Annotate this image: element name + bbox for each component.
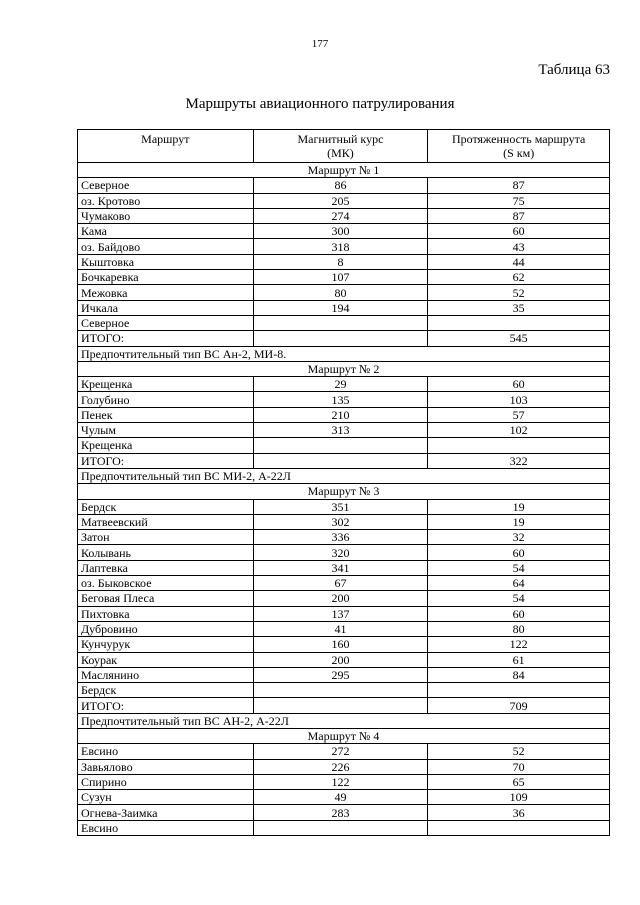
route-length-cell <box>428 438 610 453</box>
column-header-length: Протяженность маршрута (S км) <box>428 130 610 163</box>
route-length-cell <box>428 683 610 698</box>
waypoint-cell: Кыштовка <box>78 254 254 269</box>
route-length-cell: 52 <box>428 744 610 759</box>
table-row <box>78 591 610 606</box>
magnetic-course-cell: 205 <box>253 193 428 208</box>
magnetic-course-cell: 80 <box>253 285 428 300</box>
route-length-cell: 87 <box>428 208 610 223</box>
magnetic-course-cell: 107 <box>253 270 428 285</box>
aircraft-note: Предпочтительный тип ВС Ан-2, МИ-8. <box>78 346 610 361</box>
table-row <box>78 805 610 820</box>
table-row <box>78 270 610 285</box>
route-length-cell: 19 <box>428 514 610 529</box>
table-row <box>78 560 610 575</box>
table-row <box>78 606 610 621</box>
aircraft-note: Предпочтительный тип ВС МИ-2, А-22Л <box>78 468 610 483</box>
waypoint-cell: Крещенка <box>78 377 254 392</box>
waypoint-cell: Северное <box>78 178 254 193</box>
route-length-cell: 64 <box>428 576 610 591</box>
magnetic-course-cell: 135 <box>253 392 428 407</box>
column-header-course: Магнитный курс (МК) <box>253 130 428 163</box>
magnetic-course-cell <box>253 438 428 453</box>
table-row <box>78 407 610 422</box>
route-length-cell: 61 <box>428 652 610 667</box>
waypoint-cell: Крещенка <box>78 438 254 453</box>
route-heading: Маршрут № 1 <box>78 163 610 178</box>
total-row <box>78 453 610 468</box>
table-row <box>78 392 610 407</box>
magnetic-course-cell: 336 <box>253 530 428 545</box>
magnetic-course-cell: 295 <box>253 667 428 682</box>
waypoint-cell: Пихтовка <box>78 606 254 621</box>
waypoint-cell: оз. Байдово <box>78 239 254 254</box>
magnetic-course-cell: 67 <box>253 576 428 591</box>
aircraft-note-row <box>78 713 610 728</box>
table-row <box>78 300 610 315</box>
page-number: 177 <box>311 38 329 50</box>
route-heading: Маршрут № 3 <box>78 484 610 499</box>
route-length-cell: 60 <box>428 606 610 621</box>
magnetic-course-cell: 49 <box>253 790 428 805</box>
table-row <box>78 377 610 392</box>
route-length-cell: 57 <box>428 407 610 422</box>
route-length-cell <box>428 820 610 835</box>
total-label: ИТОГО: <box>78 698 254 713</box>
routes-table <box>77 129 610 836</box>
document-title: Маршруты авиационного патрулирования <box>185 96 455 112</box>
route-heading-row <box>78 484 610 499</box>
table-row <box>78 224 610 239</box>
table-row <box>78 576 610 591</box>
table-row <box>78 315 610 330</box>
magnetic-course-cell: 318 <box>253 239 428 254</box>
magnetic-course-cell: 300 <box>253 224 428 239</box>
magnetic-course-cell <box>253 683 428 698</box>
magnetic-course-cell: 341 <box>253 560 428 575</box>
waypoint-cell: Беговая Плеса <box>78 591 254 606</box>
table-label: Таблица 63 <box>538 62 610 78</box>
table-row <box>78 774 610 789</box>
total-label: ИТОГО: <box>78 331 254 346</box>
route-length-cell: 109 <box>428 790 610 805</box>
route-length-cell: 54 <box>428 560 610 575</box>
route-length-cell: 60 <box>428 224 610 239</box>
waypoint-cell: Завьялово <box>78 759 254 774</box>
waypoint-cell: Маслянино <box>78 667 254 682</box>
route-length-cell: 36 <box>428 805 610 820</box>
magnetic-course-cell: 122 <box>253 774 428 789</box>
magnetic-course-cell: 194 <box>253 300 428 315</box>
waypoint-cell: Бердск <box>78 683 254 698</box>
total-course-cell <box>253 453 428 468</box>
waypoint-cell: Голубино <box>78 392 254 407</box>
waypoint-cell: Бердск <box>78 499 254 514</box>
table-row <box>78 637 610 652</box>
table-row <box>78 178 610 193</box>
route-length-cell: 70 <box>428 759 610 774</box>
route-length-cell: 65 <box>428 774 610 789</box>
route-length-cell: 75 <box>428 193 610 208</box>
table-row <box>78 820 610 835</box>
waypoint-cell: Кама <box>78 224 254 239</box>
waypoint-cell: оз. Быковское <box>78 576 254 591</box>
route-length-cell: 122 <box>428 637 610 652</box>
magnetic-course-cell: 86 <box>253 178 428 193</box>
magnetic-course-cell: 320 <box>253 545 428 560</box>
waypoint-cell: Лаптевка <box>78 560 254 575</box>
route-length-cell: 52 <box>428 285 610 300</box>
total-course-cell <box>253 331 428 346</box>
magnetic-course-cell: 200 <box>253 591 428 606</box>
route-heading-row <box>78 361 610 376</box>
total-row <box>78 698 610 713</box>
table-row <box>78 790 610 805</box>
waypoint-cell: Сузун <box>78 790 254 805</box>
table-row <box>78 423 610 438</box>
magnetic-course-cell: 41 <box>253 621 428 636</box>
waypoint-cell: Матвеевский <box>78 514 254 529</box>
aircraft-note-row <box>78 468 610 483</box>
table-row <box>78 545 610 560</box>
table-row <box>78 499 610 514</box>
table-row <box>78 621 610 636</box>
route-length-cell: 84 <box>428 667 610 682</box>
waypoint-cell: Евсино <box>78 820 254 835</box>
route-length-cell: 35 <box>428 300 610 315</box>
waypoint-cell: Чулым <box>78 423 254 438</box>
route-length-cell: 87 <box>428 178 610 193</box>
routes-body <box>78 163 610 836</box>
waypoint-cell: Колывань <box>78 545 254 560</box>
waypoint-cell: Пенек <box>78 407 254 422</box>
waypoint-cell: Кунчурук <box>78 637 254 652</box>
total-row <box>78 331 610 346</box>
aircraft-note: Предпочтительный тип ВС АН-2, А-22Л <box>78 713 610 728</box>
route-length-cell <box>428 315 610 330</box>
route-length-cell: 54 <box>428 591 610 606</box>
table-row <box>78 744 610 759</box>
waypoint-cell: Межовка <box>78 285 254 300</box>
magnetic-course-cell: 200 <box>253 652 428 667</box>
waypoint-cell: оз. Кротово <box>78 193 254 208</box>
magnetic-course-cell <box>253 820 428 835</box>
column-header-route: Маршрут <box>78 130 254 163</box>
waypoint-cell: Коурак <box>78 652 254 667</box>
table-row <box>78 667 610 682</box>
waypoint-cell: Евсино <box>78 744 254 759</box>
magnetic-course-cell: 8 <box>253 254 428 269</box>
route-length-cell: 44 <box>428 254 610 269</box>
magnetic-course-cell: 137 <box>253 606 428 621</box>
total-length-value: 322 <box>428 453 610 468</box>
waypoint-cell: Ичкала <box>78 300 254 315</box>
table-row <box>78 683 610 698</box>
magnetic-course-cell <box>253 315 428 330</box>
magnetic-course-cell: 302 <box>253 514 428 529</box>
waypoint-cell: Дубровино <box>78 621 254 636</box>
total-length-value: 545 <box>428 331 610 346</box>
table-row <box>78 530 610 545</box>
waypoint-cell: Спирино <box>78 774 254 789</box>
waypoint-cell: Чумаково <box>78 208 254 223</box>
waypoint-cell: Затон <box>78 530 254 545</box>
table-row <box>78 652 610 667</box>
route-length-cell: 62 <box>428 270 610 285</box>
table-row <box>78 759 610 774</box>
route-heading-row <box>78 163 610 178</box>
waypoint-cell: Северное <box>78 315 254 330</box>
table-row <box>78 514 610 529</box>
route-length-cell: 102 <box>428 423 610 438</box>
magnetic-course-cell: 272 <box>253 744 428 759</box>
table-row <box>78 208 610 223</box>
route-length-cell: 80 <box>428 621 610 636</box>
total-course-cell <box>253 698 428 713</box>
magnetic-course-cell: 274 <box>253 208 428 223</box>
waypoint-cell: Бочкаревка <box>78 270 254 285</box>
route-length-cell: 60 <box>428 545 610 560</box>
aircraft-note-row <box>78 346 610 361</box>
total-length-value: 709 <box>428 698 610 713</box>
route-heading-row <box>78 728 610 743</box>
route-length-cell: 32 <box>428 530 610 545</box>
waypoint-cell: Огнева-Заимка <box>78 805 254 820</box>
route-heading: Маршрут № 2 <box>78 361 610 376</box>
table-row <box>78 239 610 254</box>
table-row <box>78 285 610 300</box>
table-row <box>78 193 610 208</box>
magnetic-course-cell: 226 <box>253 759 428 774</box>
magnetic-course-cell: 351 <box>253 499 428 514</box>
header-row <box>78 130 610 163</box>
magnetic-course-cell: 313 <box>253 423 428 438</box>
magnetic-course-cell: 283 <box>253 805 428 820</box>
table-row <box>78 254 610 269</box>
magnetic-course-cell: 210 <box>253 407 428 422</box>
magnetic-course-cell: 29 <box>253 377 428 392</box>
route-length-cell: 43 <box>428 239 610 254</box>
magnetic-course-cell: 160 <box>253 637 428 652</box>
route-heading: Маршрут № 4 <box>78 728 610 743</box>
total-label: ИТОГО: <box>78 453 254 468</box>
route-length-cell: 60 <box>428 377 610 392</box>
route-length-cell: 103 <box>428 392 610 407</box>
table-row <box>78 438 610 453</box>
route-length-cell: 19 <box>428 499 610 514</box>
